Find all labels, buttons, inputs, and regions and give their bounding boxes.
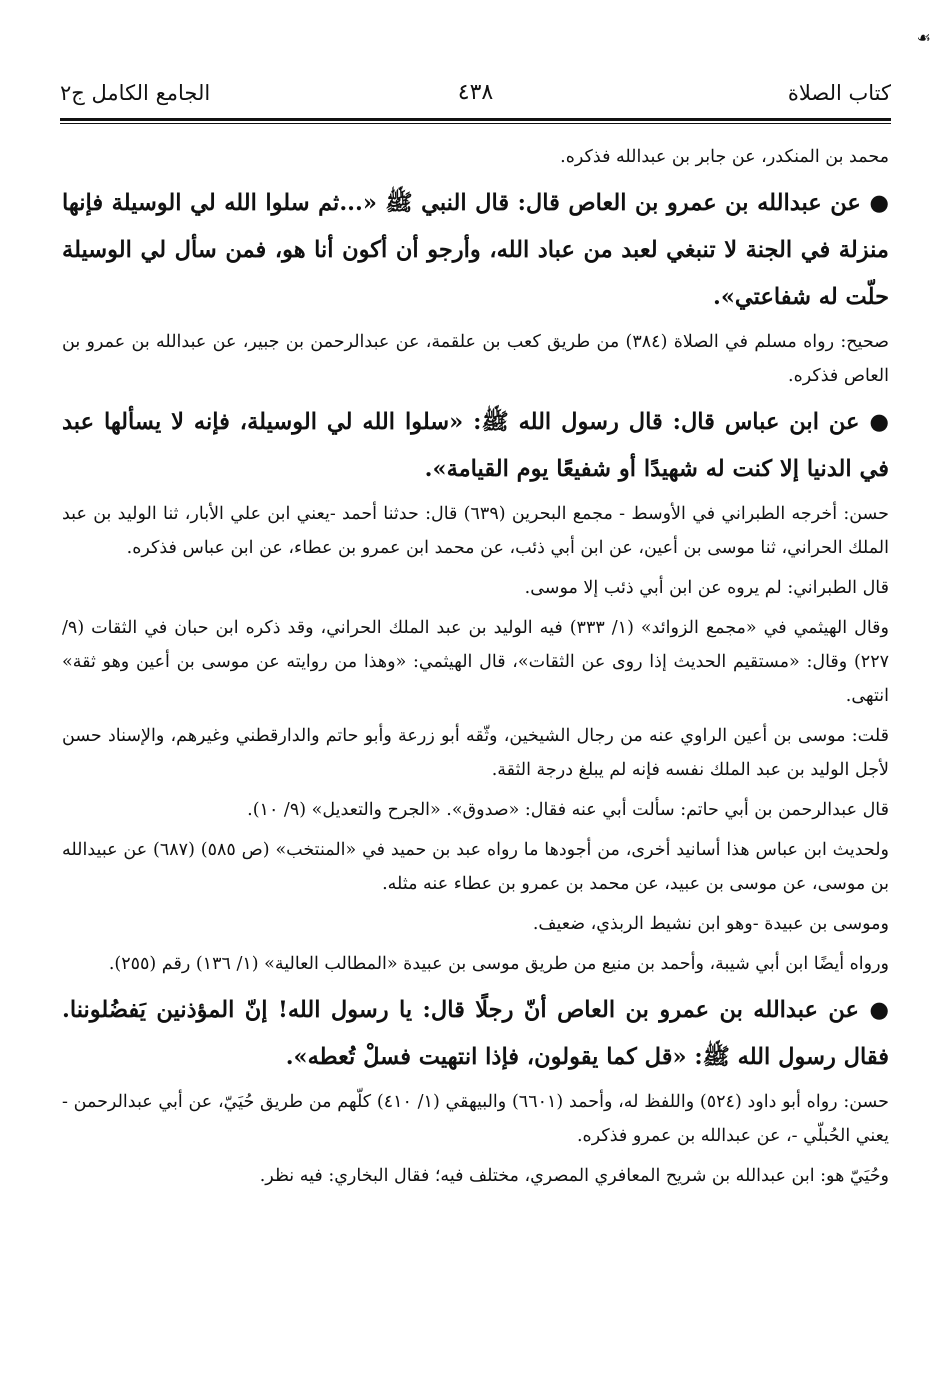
text-paragraph: قلت: موسى بن أعين الراوي عنه من رجال الشيخين، وثّقه أبو زرعة وأبو حاتم والدارقطني وغيرهم، والإسناد حسن لأجل الوليد بن عبد الملك نفسه فإنه لم يبلغ درجة الثقة. — [62, 726, 889, 780]
takhrij-paragraph: حسن: أخرجه الطبراني في الأوسط - مجمع البحرين (٦٣٩) قال: حدثنا أحمد -يعني ابن علي الأبار، ثنا الوليد بن عبد الملك الحراني، ثنا موسى بن أعين، عن ابن أبي ذئب، عن محمد ابن عمرو بن عطاء، عن ابن عباس فذكره. — [62, 504, 889, 558]
text-paragraph: قال الطبراني: لم يروه عن ابن أبي ذئب إلا موسى. — [524, 578, 889, 598]
chapter-title: كتاب الصلاة — [787, 81, 891, 105]
page-body — [62, 140, 889, 1199]
takhrij-paragraph: صحيح: رواه مسلم في الصلاة (٣٨٤) من طريق كعب بن علقمة، عن عبدالرحمن بن جبير، عن عبدالله بن عمرو بن العاص فذكره. — [62, 332, 889, 386]
text-paragraph: وموسى بن عبيدة -وهو ابن نشيط الربذي، ضعيف. — [532, 914, 889, 934]
hadith-paragraph: ● عن ابن عباس قال: قال رسول الله ﷺ: «سلوا الله لي الوسيلة، فإنه لا يسألها عبد في الدنيا إلا كنت له شهيدًا أو شفيعًا يوم القيامة». — [62, 409, 889, 482]
text-paragraph: قال عبدالرحمن بن أبي حاتم: سألت أبي عنه فقال: «صدوق». «الجرح والتعديل» (٩/ ١٠). — [247, 800, 889, 820]
text-paragraph: ولحديث ابن عباس هذا أسانيد أخرى، من أجودها ما رواه عبد بن حميد في «المنتخب» (ص ٥٨٥) (٦٨٧) عن عبيدالله بن موسى، عن موسى بن عبيد، عن محمد بن عمرو بن عطاء عنه مثله. — [62, 840, 889, 894]
takhrij-paragraph: حسن: رواه أبو داود (٥٢٤) واللفظ له، وأحمد (٦٦٠١) والبيهقي (١/ ٤١٠) كلّهم من طريق حُيَيّ، عن أبي عبدالرحمن - يعني الحُبلّي -، عن عبدالله بن عمرو فذكره. — [62, 1092, 889, 1146]
header-rule-thin — [60, 123, 891, 124]
text-paragraph: محمد بن المنكدر، عن جابر بن عبدالله فذكره. — [560, 147, 889, 167]
text-paragraph: وقال الهيثمي في «مجمع الزوائد» (١/ ٣٣٣) فيه الوليد بن عبد الملك الحراني، وقد ذكره ابن حبان في الثقات (٩/ ٢٢٧) وقال: «مستقيم الحديث إذا روى عن الثقات»، قال الهيثمي: «وهذا من روايته عن موسى بن أعين وهو ثقة» انتهى. — [62, 618, 889, 706]
hadith-paragraph: ● عن عبدالله بن عمرو بن العاص قال: قال النبي ﷺ «...ثم سلوا الله لي الوسيلة فإنها منزلة في الجنة لا تنبغي لعبد من عباد الله، وأرجو أن أكون أنا هو، فمن سأل لي الوسيلة حلّت له شفاعتي». — [62, 190, 889, 310]
book-title: الجامع الكامل ج٢ — [60, 81, 211, 105]
page-number: ٤٣٨ — [457, 80, 494, 105]
running-header — [60, 78, 891, 112]
text-paragraph: ورواه أيضًا ابن أبي شيبة، وأحمد بن منيع من طريق موسى بن عبيدة «المطالب العالية» (١/ ١٣٦) رقم (٢٥٥). — [108, 954, 889, 974]
header-rule-thick — [60, 118, 891, 121]
corner-ornament-icon: ☙ — [916, 28, 931, 47]
text-paragraph: وحُيَيّ هو: ابن عبدالله بن شريح المعافري المصري، مختلف فيه؛ فقال البخاري: فيه نظر. — [259, 1166, 889, 1186]
hadith-paragraph: ● عن عبدالله بن عمرو بن العاص أنّ رجلًا قال: يا رسول الله! إنّ المؤذنين يَفضُلوننا. فقال رسول الله ﷺ: «قل كما يقولون، فإذا انتهيت فسلْ تُعطه». — [62, 997, 889, 1070]
